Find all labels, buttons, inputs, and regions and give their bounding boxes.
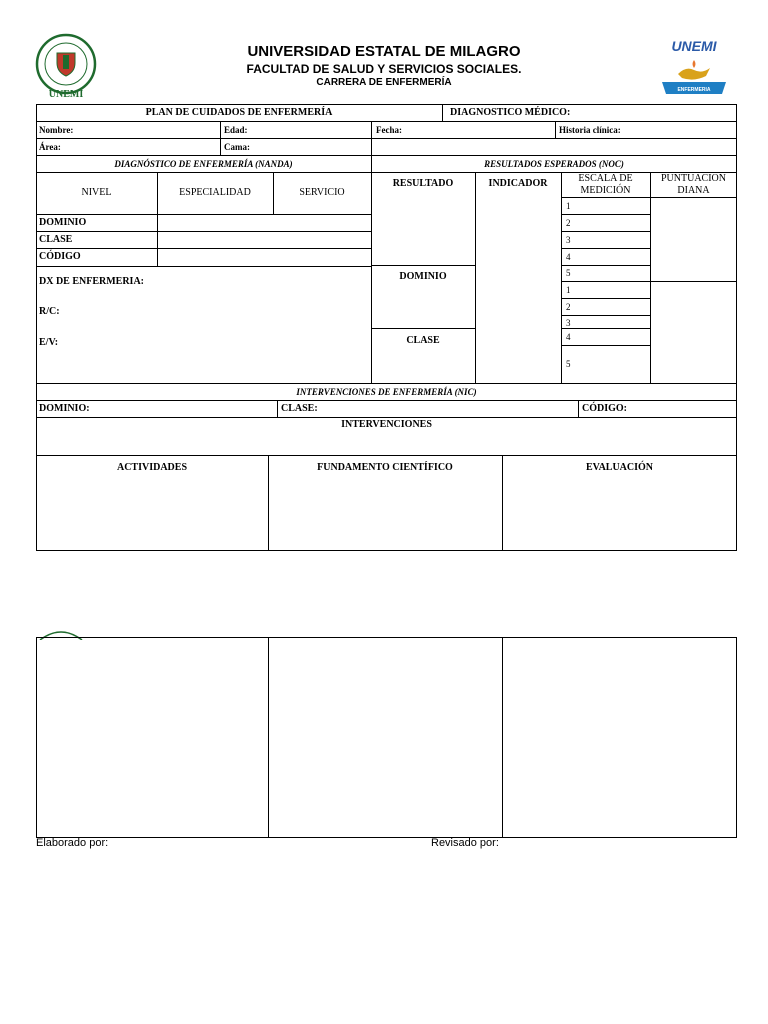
scale-a-value: 3 xyxy=(566,235,571,245)
area-label: Área: xyxy=(39,142,61,152)
scale-b-value: 3 xyxy=(566,318,571,328)
scale-a-value: 4 xyxy=(566,252,571,262)
nombre-label: Nombre: xyxy=(39,125,74,135)
nic-clase-label: CLASE: xyxy=(281,403,318,414)
noc-clase-label: CLASE xyxy=(406,335,440,346)
unemi-nursing-logo xyxy=(658,36,730,98)
career-name: CARRERA DE ENFERMERÍA xyxy=(316,77,452,88)
scale-b-value: 2 xyxy=(566,302,571,312)
puntuacion-header-line1: PUNTUACION xyxy=(661,173,726,184)
faculty-name: FACULTAD DE SALUD Y SERVICIOS SOCIALES. xyxy=(246,62,522,76)
nanda-clase-label: CLASE xyxy=(39,234,73,245)
diagnostico-medico-label: DIAGNOSTICO MÉDICO: xyxy=(450,107,571,118)
nanda-dominio-label: DOMINIO xyxy=(39,217,87,228)
evaluacion-header: EVALUACIÓN xyxy=(585,462,654,473)
especialidad-header: ESPECIALIDAD xyxy=(179,187,251,198)
cama-label: Cama: xyxy=(224,142,250,152)
scale-a-value: 2 xyxy=(566,218,571,228)
nic-codigo-label: CÓDIGO: xyxy=(582,403,627,414)
indicador-header: INDICADOR xyxy=(488,178,548,189)
elaborado-por-label: Elaborado por: xyxy=(36,837,109,849)
plan-title: PLAN DE CUIDADOS DE ENFERMERÍA xyxy=(145,107,333,118)
seal-logo-text: UNEMI xyxy=(48,89,84,99)
edad-label: Edad: xyxy=(224,125,248,135)
revisado-por-label: Revisado por: xyxy=(431,837,499,849)
scale-b-value: 1 xyxy=(566,285,571,295)
nanda-section-title: DIAGNÓSTICO DE ENFERMERÍA (NANDA) xyxy=(114,159,293,169)
university-name: UNIVERSIDAD ESTATAL DE MILAGRO xyxy=(247,43,521,60)
scale-a-value: 5 xyxy=(566,268,571,278)
historia-clinica-label: Historia clínica: xyxy=(559,125,621,135)
nic-dominio-label: DOMINIO: xyxy=(39,403,90,414)
scale-b-value: 5 xyxy=(566,359,571,369)
servicio-header: SERVICIO xyxy=(299,187,345,198)
svg-text:ENFERMERIA: ENFERMERIA xyxy=(677,87,711,93)
actividades-header: ACTIVIDADES xyxy=(116,462,187,473)
fundamento-header: FUNDAMENTO CIENTÍFICO xyxy=(317,462,453,473)
intervenciones-title: INTERVENCIONES xyxy=(341,419,432,430)
nanda-codigo-label: CÓDIGO xyxy=(39,251,81,262)
resultado-header: RESULTADO xyxy=(392,178,454,189)
nic-section-title: INTERVENCIONES DE ENFERMERÍA (NIC) xyxy=(296,387,477,397)
ev-label: E/V: xyxy=(39,337,59,348)
noc-section-title: RESULTADOS ESPERADOS (NOC) xyxy=(484,159,624,169)
puntuacion-header-line2: DIANA xyxy=(677,185,710,196)
rc-label: R/C: xyxy=(39,306,60,317)
continuation-border xyxy=(36,637,737,838)
dx-enfermeria-label: DX DE ENFERMERIA: xyxy=(39,276,144,287)
escala-header-line2: MEDICIÓN xyxy=(580,185,631,196)
svg-text:UNEMI: UNEMI xyxy=(671,38,717,54)
escala-header-line1: ESCALA DE xyxy=(578,173,633,184)
scale-b-value: 4 xyxy=(566,332,571,342)
noc-dominio-label: DOMINIO xyxy=(399,271,447,282)
fecha-label: Fecha: xyxy=(376,125,402,135)
scale-a-value: 1 xyxy=(566,201,571,211)
nivel-header: NIVEL xyxy=(81,187,112,198)
